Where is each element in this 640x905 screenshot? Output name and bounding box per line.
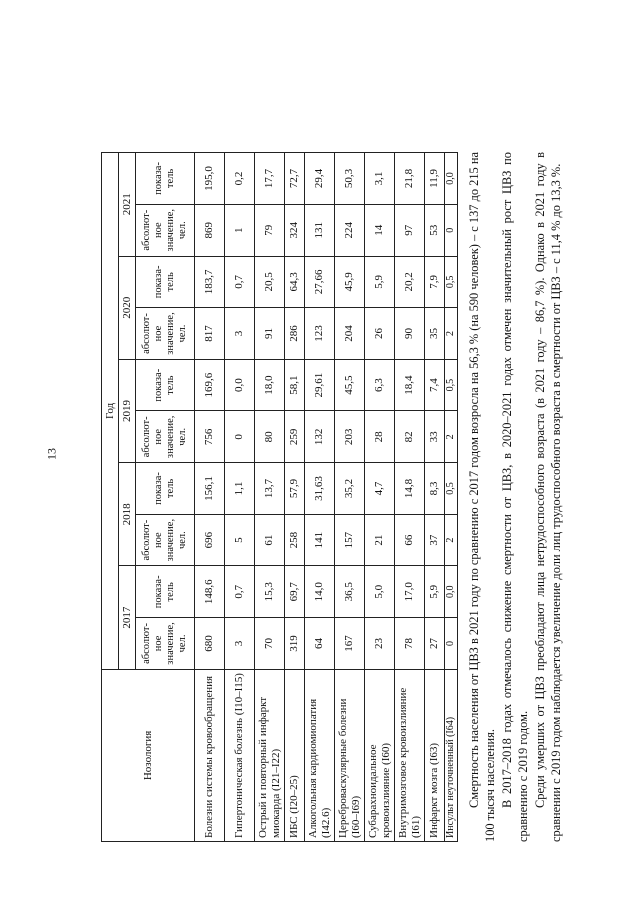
nosology-name: Инсульт неуточненный (I64) xyxy=(445,669,458,841)
cell-value: 324 xyxy=(285,204,305,256)
nosology-name: Гипертоническая болезнь (I10–I15) xyxy=(225,669,255,841)
cell-value: 259 xyxy=(285,411,305,463)
cell-value: 50,3 xyxy=(335,153,365,205)
cell-value: 45,5 xyxy=(335,359,365,411)
cell-value: 204 xyxy=(335,308,365,360)
cell-value: 27,66 xyxy=(305,256,335,308)
year-label: 2018 xyxy=(119,463,136,566)
cell-value: 35,2 xyxy=(335,463,365,515)
cell-value: 64 xyxy=(305,618,335,670)
cell-value: 20,2 xyxy=(395,256,425,308)
cell-value: 58,1 xyxy=(285,359,305,411)
nosology-name: Внутримозговое кровоизлияние (I61) xyxy=(395,669,425,841)
paragraph: Среди умерших от ЦВЗ преобладают лица нетрудоспособного возраста (в 2021 году – 86,7 %). Однако в 2021 году в сравнении с 2019 годом наблюдается увеличение доли лиц трудоспособного возраста в смертности от ЦВЗ – с 11,4 % до 13,3 %. xyxy=(532,152,563,842)
cell-value: 5,9 xyxy=(425,566,445,618)
nosology-name: Субарахноидальное кровоизлияние (I60) xyxy=(365,669,395,841)
cell-value: 33 xyxy=(425,411,445,463)
cell-value: 97 xyxy=(395,204,425,256)
cell-value: 80 xyxy=(255,411,285,463)
cell-value: 11,9 xyxy=(425,153,445,205)
cell-value: 0 xyxy=(225,411,255,463)
cell-value: 79 xyxy=(255,204,285,256)
cell-value: 53 xyxy=(425,204,445,256)
nosology-name: Болезни системы кровообращения xyxy=(195,669,225,841)
cell-value: 36,5 xyxy=(335,566,365,618)
table-row xyxy=(305,153,335,842)
cell-value: 26 xyxy=(365,308,395,360)
cell-value: 123 xyxy=(305,308,335,360)
column-header-rate: показа-тель xyxy=(136,153,195,205)
cell-value: 680 xyxy=(195,618,225,670)
cell-value: 72,7 xyxy=(285,153,305,205)
cell-value: 0,7 xyxy=(225,256,255,308)
cell-value: 64,3 xyxy=(285,256,305,308)
cell-value: 29,61 xyxy=(305,359,335,411)
cell-value: 169,6 xyxy=(195,359,225,411)
cell-value: 82 xyxy=(395,411,425,463)
nosology-name: Острый и повторный инфаркт миокарда (I21–I22) xyxy=(255,669,285,841)
year-header: Год xyxy=(102,153,119,670)
cell-value: 183,7 xyxy=(195,256,225,308)
cell-value: 66 xyxy=(395,514,425,566)
cell-value: 286 xyxy=(285,308,305,360)
column-header-absolute: абсолют-ное значение, чел. xyxy=(136,514,195,566)
cell-value: 13,7 xyxy=(255,463,285,515)
table-row xyxy=(425,153,445,842)
cell-value: 0 xyxy=(445,204,458,256)
cell-value: 61 xyxy=(255,514,285,566)
cell-value: 1,1 xyxy=(225,463,255,515)
column-header-rate: показа-тель xyxy=(136,566,195,618)
table-row xyxy=(335,153,365,842)
cell-value: 90 xyxy=(395,308,425,360)
cell-value: 17,7 xyxy=(255,153,285,205)
year-label: 2019 xyxy=(119,359,136,462)
cell-value: 3 xyxy=(225,618,255,670)
cell-value: 1 xyxy=(225,204,255,256)
cell-value: 29,4 xyxy=(305,153,335,205)
table-row xyxy=(195,153,225,842)
table-row xyxy=(225,153,255,842)
cell-value: 23 xyxy=(365,618,395,670)
nosology-name: ИБС (I20–25) xyxy=(285,669,305,841)
paragraph: В 2017–2018 годах отмечалось снижение смертности от ЦВЗ, в 2020–2021 годах отмечен значительный рост ЦВЗ по сравнению с 2019 годом. xyxy=(499,152,531,842)
cell-value: 167 xyxy=(335,618,365,670)
cell-value: 141 xyxy=(305,514,335,566)
cell-value: 70 xyxy=(255,618,285,670)
cell-value: 258 xyxy=(285,514,305,566)
cell-value: 7,9 xyxy=(425,256,445,308)
cell-value: 0,5 xyxy=(445,463,458,515)
cell-value: 0,0 xyxy=(445,566,458,618)
table-row xyxy=(445,153,458,842)
column-header-rate: показа-тель xyxy=(136,256,195,308)
cell-value: 224 xyxy=(335,204,365,256)
table-row xyxy=(285,153,305,842)
cell-value: 14 xyxy=(365,204,395,256)
cell-value: 5,9 xyxy=(365,256,395,308)
cell-value: 2 xyxy=(445,308,458,360)
cell-value: 696 xyxy=(195,514,225,566)
column-header-absolute: абсолют-ное значение, чел. xyxy=(136,411,195,463)
cell-value: 14,0 xyxy=(305,566,335,618)
cell-value: 156,1 xyxy=(195,463,225,515)
cell-value: 0,5 xyxy=(445,256,458,308)
cell-value: 0,7 xyxy=(225,566,255,618)
year-label: 2017 xyxy=(119,566,136,669)
cell-value: 6,3 xyxy=(365,359,395,411)
nosology-name: Инфаркт мозга (I63) xyxy=(425,669,445,841)
cell-value: 18,4 xyxy=(395,359,425,411)
cell-value: 15,3 xyxy=(255,566,285,618)
cell-value: 7,4 xyxy=(425,359,445,411)
body-text xyxy=(466,152,564,842)
paragraph: Смертность населения от ЦВЗ в 2021 году по сравнению с 2017 годом возросла на 56,3 % (на 590 человек) – с 137 до 215 на 100 тысяч населения. xyxy=(467,152,498,842)
nosology-name: Алкогольная кардиомиопатия (I42.6) xyxy=(305,669,335,841)
cell-value: 2 xyxy=(445,514,458,566)
cell-value: 21 xyxy=(365,514,395,566)
cell-value: 3 xyxy=(225,308,255,360)
cell-value: 5 xyxy=(225,514,255,566)
cell-value: 4,7 xyxy=(365,463,395,515)
cell-value: 37 xyxy=(425,514,445,566)
cell-value: 0,0 xyxy=(225,359,255,411)
cell-value: 17,0 xyxy=(395,566,425,618)
cell-value: 756 xyxy=(195,411,225,463)
cell-value: 20,5 xyxy=(255,256,285,308)
year-label: 2020 xyxy=(119,256,136,359)
table-row xyxy=(255,153,285,842)
nosology-name: Цереброваскулярные болезни (I60–I69) xyxy=(335,669,365,841)
cell-value: 27 xyxy=(425,618,445,670)
cell-value: 319 xyxy=(285,618,305,670)
cell-value: 45,9 xyxy=(335,256,365,308)
column-header-absolute: абсолют-ное значение, чел. xyxy=(136,204,195,256)
cell-value: 91 xyxy=(255,308,285,360)
cell-value: 869 xyxy=(195,204,225,256)
cell-value: 132 xyxy=(305,411,335,463)
column-header-rate: показа-тель xyxy=(136,359,195,411)
cell-value: 195,0 xyxy=(195,153,225,205)
cell-value: 0 xyxy=(445,618,458,670)
cell-value: 21,8 xyxy=(395,153,425,205)
cell-value: 0,5 xyxy=(445,359,458,411)
cell-value: 203 xyxy=(335,411,365,463)
cell-value: 35 xyxy=(425,308,445,360)
page-number: 13 xyxy=(44,448,59,460)
cell-value: 31,63 xyxy=(305,463,335,515)
cell-value: 0,2 xyxy=(225,153,255,205)
cell-value: 148,6 xyxy=(195,566,225,618)
cell-value: 69,7 xyxy=(285,566,305,618)
year-label: 2021 xyxy=(119,153,136,257)
cell-value: 0,0 xyxy=(445,153,458,205)
mortality-table xyxy=(101,152,458,842)
cell-value: 3,1 xyxy=(365,153,395,205)
cell-value: 18,0 xyxy=(255,359,285,411)
cell-value: 57,9 xyxy=(285,463,305,515)
cell-value: 157 xyxy=(335,514,365,566)
column-header-absolute: абсолют-ное значение, чел. xyxy=(136,308,195,360)
nosology-header: Нозология xyxy=(102,669,195,841)
cell-value: 5,0 xyxy=(365,566,395,618)
cell-value: 14,8 xyxy=(395,463,425,515)
table-row xyxy=(365,153,395,842)
rotated-page-content xyxy=(95,30,595,870)
column-header-absolute: абсолют-ное значение, чел. xyxy=(136,618,195,670)
cell-value: 2 xyxy=(445,411,458,463)
table-row xyxy=(395,153,425,842)
cell-value: 28 xyxy=(365,411,395,463)
cell-value: 817 xyxy=(195,308,225,360)
cell-value: 8,3 xyxy=(425,463,445,515)
cell-value: 131 xyxy=(305,204,335,256)
column-header-rate: показа-тель xyxy=(136,463,195,515)
cell-value: 78 xyxy=(395,618,425,670)
